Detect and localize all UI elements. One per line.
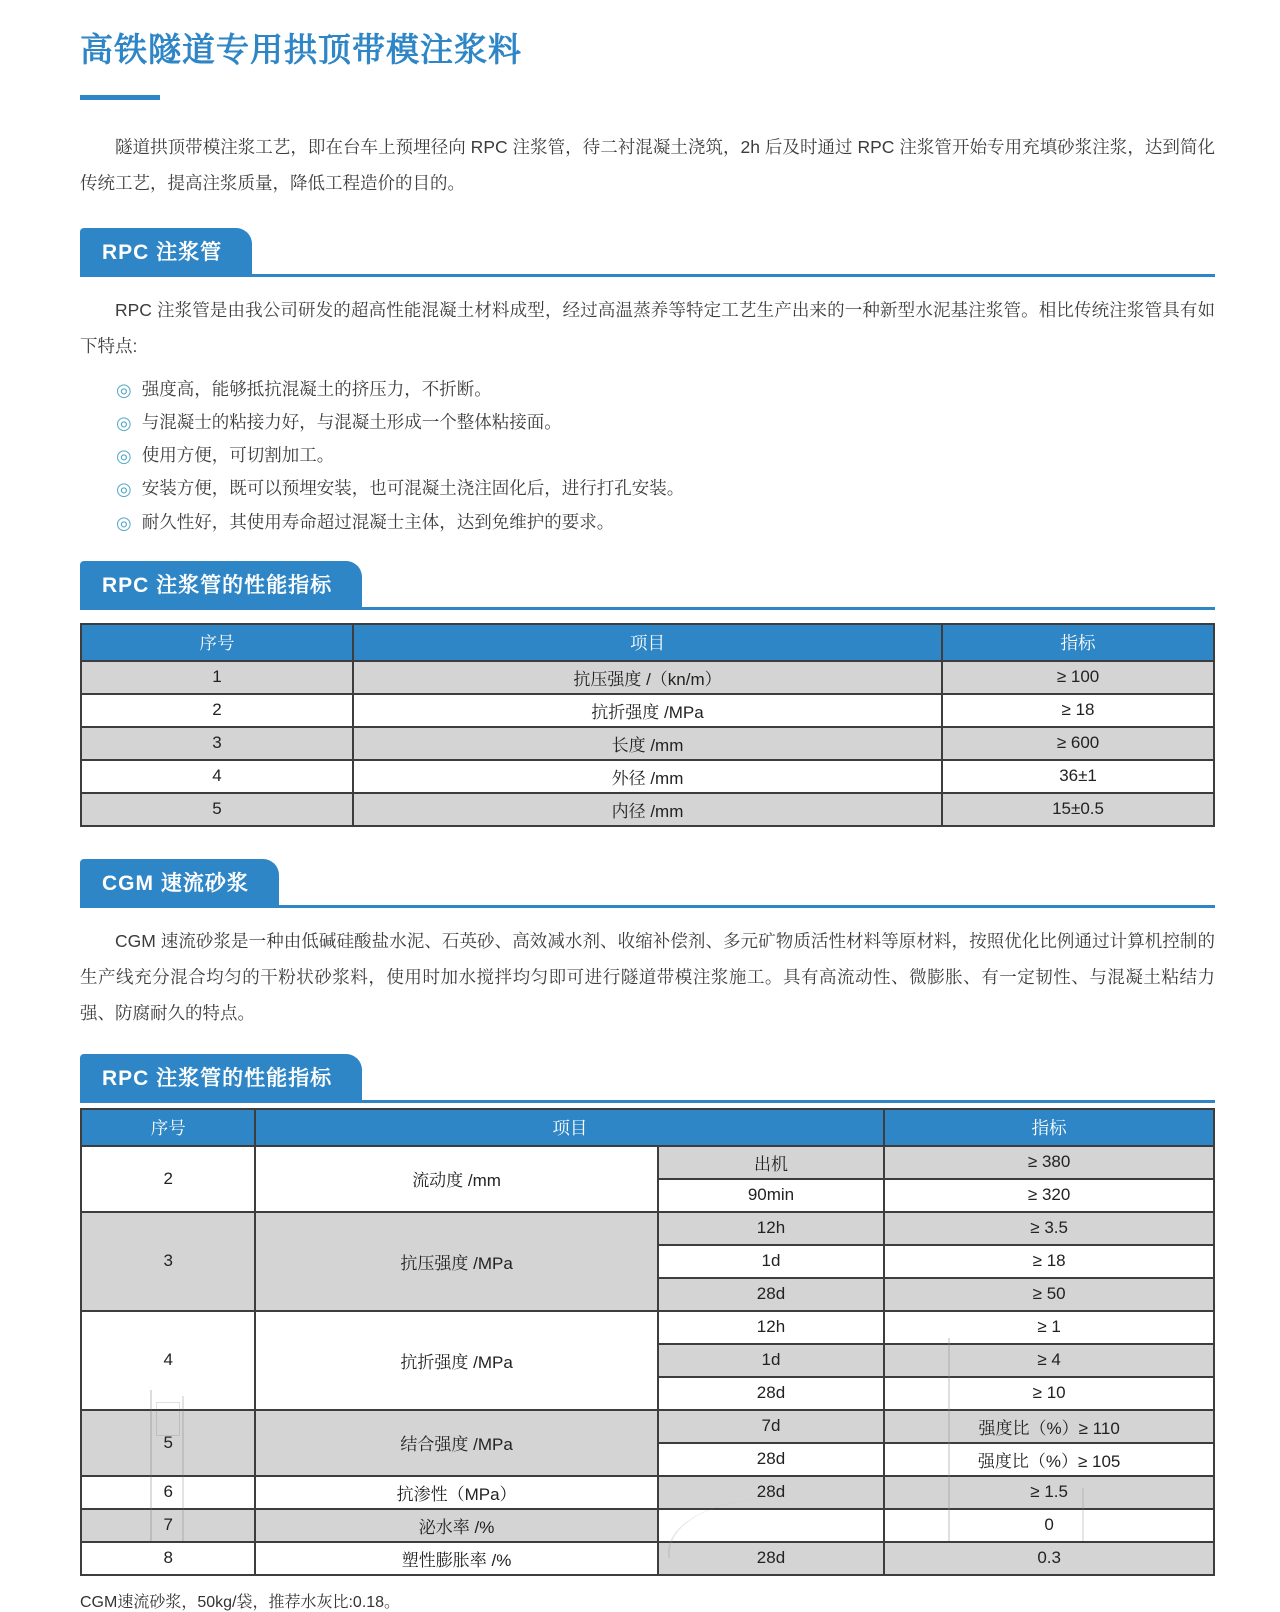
- cell-condition: 28d: [658, 1377, 885, 1410]
- cell-item: 内径 /mm: [353, 793, 942, 826]
- table-row: [81, 694, 1214, 727]
- table-row: [81, 727, 1214, 760]
- cell-no: 5: [81, 793, 353, 826]
- table-row: [81, 1410, 1214, 1443]
- column-header-item: 项目: [255, 1109, 884, 1146]
- title-underline: [80, 95, 160, 100]
- cell-condition: 12h: [658, 1311, 885, 1344]
- cell-condition: 90min: [658, 1179, 885, 1212]
- cell-value: ≥ 10: [884, 1377, 1214, 1410]
- list-item-text: 安装方便，既可以预埋安装，也可混凝土浇注固化后，进行打孔安装。: [141, 478, 685, 499]
- cell-condition: 1d: [658, 1344, 885, 1377]
- list-item: [116, 472, 1215, 505]
- rpc-feature-list: [80, 373, 1215, 539]
- table-header-row: [81, 624, 1214, 661]
- cell-value: ≥ 1: [884, 1311, 1214, 1344]
- cell-item: 流动度 /mm: [255, 1146, 657, 1212]
- cell-value: ≥ 100: [942, 661, 1214, 694]
- table-header-row: [81, 1109, 1214, 1146]
- column-header-item: 项目: [353, 624, 942, 661]
- cell-value: 15±0.5: [942, 793, 1214, 826]
- double-circle-bullet-icon: ◎: [116, 412, 132, 433]
- list-item: [116, 506, 1215, 539]
- column-header-no: 序号: [81, 1109, 255, 1146]
- cell-value: ≥ 600: [942, 727, 1214, 760]
- cell-item: 抗渗性（MPa）: [255, 1476, 657, 1509]
- cgm-paragraph: CGM 速流砂浆是一种由低碱硅酸盐水泥、石英砂、高效减水剂、收缩补偿剂、多元矿物质活性材料等原材料，按照优化比例通过计算机控制的生产线充分混合均匀的干粉状砂浆料，使用时加水搅拌均匀即可进行隧道带模注浆施工。具有高流动性、微膨胀、有一定韧性、与混凝土粘结力强、防腐耐久的特点。: [80, 930, 1215, 1023]
- cell-item: 外径 /mm: [353, 760, 942, 793]
- cell-no: 3: [81, 1212, 255, 1311]
- cell-value: 36±1: [942, 760, 1214, 793]
- column-header-no: 序号: [81, 624, 353, 661]
- cell-condition: 7d: [658, 1410, 885, 1443]
- cell-value: ≥ 18: [884, 1245, 1214, 1278]
- cell-item: 塑性膨胀率 /%: [255, 1542, 657, 1575]
- table-row: [81, 1542, 1214, 1575]
- cgm-performance-table: [80, 1108, 1215, 1576]
- section-banner-row: [80, 859, 1215, 908]
- cell-item: 结合强度 /MPa: [255, 1410, 657, 1476]
- cell-condition: 28d: [658, 1443, 885, 1476]
- cell-no: 1: [81, 661, 353, 694]
- section-heading-rpc-pipe: RPC 注浆管: [80, 228, 252, 274]
- cell-condition: 28d: [658, 1542, 885, 1575]
- intro-paragraph: 隧道拱顶带模注浆工艺，即在台车上预埋径向 RPC 注浆管，待二衬混凝土浇筑，2h 后及时通过 RPC 注浆管开始专用充填砂浆注浆，达到简化传统工艺，提高注浆质量，降低工程造价的目的。: [80, 137, 1215, 193]
- cell-condition: 1d: [658, 1245, 885, 1278]
- list-item-text: 使用方便，可切割加工。: [141, 445, 335, 466]
- footnote-text: CGM速流砂浆，50kg/袋，推荐水灰比:0.18。: [80, 1593, 401, 1611]
- cell-item: 长度 /mm: [353, 727, 942, 760]
- cell-value: ≥ 4: [884, 1344, 1214, 1377]
- table-row: [81, 760, 1214, 793]
- cell-no: 3: [81, 727, 353, 760]
- cell-value: 0.3: [884, 1542, 1214, 1575]
- table-row: [81, 1509, 1214, 1542]
- list-item: [116, 373, 1215, 406]
- double-circle-bullet-icon: ◎: [116, 446, 132, 467]
- cell-no: 5: [81, 1410, 255, 1476]
- cell-value: 0: [884, 1509, 1214, 1542]
- cell-value: 强度比（%）≥ 110: [884, 1410, 1214, 1443]
- cell-no: 8: [81, 1542, 255, 1575]
- cell-value: ≥ 18: [942, 694, 1214, 727]
- list-item: [116, 406, 1215, 439]
- section-heading-cgm-table: RPC 注浆管的性能指标: [80, 1054, 362, 1100]
- cell-no: 6: [81, 1476, 255, 1509]
- cell-no: 2: [81, 1146, 255, 1212]
- double-circle-bullet-icon: ◎: [116, 512, 132, 533]
- cell-item: 抗压强度 /（kn/m）: [353, 661, 942, 694]
- cell-value: ≥ 1.5: [884, 1476, 1214, 1509]
- list-item: [116, 439, 1215, 472]
- column-header-value: 指标: [942, 624, 1214, 661]
- column-header-value: 指标: [884, 1109, 1214, 1146]
- cell-item: 抗折强度 /MPa: [255, 1311, 657, 1410]
- cell-condition: [658, 1509, 885, 1542]
- section-heading-rpc-table: RPC 注浆管的性能指标: [80, 561, 362, 607]
- cell-no: 7: [81, 1509, 255, 1542]
- section-banner-row: [80, 1054, 1215, 1103]
- page-title: 高铁隧道专用拱顶带模注浆料: [80, 31, 522, 68]
- double-circle-bullet-icon: ◎: [116, 379, 132, 400]
- list-item-text: 耐久性好，其使用寿命超过混凝士主体，达到免维护的要求。: [141, 511, 615, 532]
- list-item-text: 强度高，能够抵抗混凝土的挤压力，不折断。: [141, 378, 492, 399]
- rpc-performance-table: [80, 623, 1215, 827]
- cell-value: ≥ 3.5: [884, 1212, 1214, 1245]
- section-heading-cgm: CGM 速流砂浆: [80, 859, 279, 905]
- cell-condition: 28d: [658, 1278, 885, 1311]
- cell-no: 2: [81, 694, 353, 727]
- cell-condition: 12h: [658, 1212, 885, 1245]
- table-row: [81, 1212, 1214, 1245]
- list-item-text: 与混凝士的粘接力好，与混凝土形成一个整体粘接面。: [141, 411, 562, 432]
- table-row: [81, 1146, 1214, 1179]
- cell-no: 4: [81, 1311, 255, 1410]
- rpc-pipe-paragraph: RPC 注浆管是由我公司研发的超高性能混凝土材料成型，经过高温蒸养等特定工艺生产出来的一种新型水泥基注浆管。相比传统注浆管具有如下特点:: [80, 299, 1215, 356]
- cell-condition: 出机: [658, 1146, 885, 1179]
- cell-value: ≥ 320: [884, 1179, 1214, 1212]
- section-banner-row: [80, 561, 1215, 610]
- double-circle-bullet-icon: ◎: [116, 479, 132, 500]
- cell-value: ≥ 50: [884, 1278, 1214, 1311]
- cell-value: ≥ 380: [884, 1146, 1214, 1179]
- table-row: [81, 1476, 1214, 1509]
- table-row: [81, 661, 1214, 694]
- cell-condition: 28d: [658, 1476, 885, 1509]
- cell-item: 抗折强度 /MPa: [353, 694, 942, 727]
- table-row: [81, 793, 1214, 826]
- cell-value: 强度比（%）≥ 105: [884, 1443, 1214, 1476]
- table-row: [81, 1311, 1214, 1344]
- section-banner-row: [80, 228, 1215, 277]
- cell-item: 泌水率 /%: [255, 1509, 657, 1542]
- cell-item: 抗压强度 /MPa: [255, 1212, 657, 1311]
- cell-no: 4: [81, 760, 353, 793]
